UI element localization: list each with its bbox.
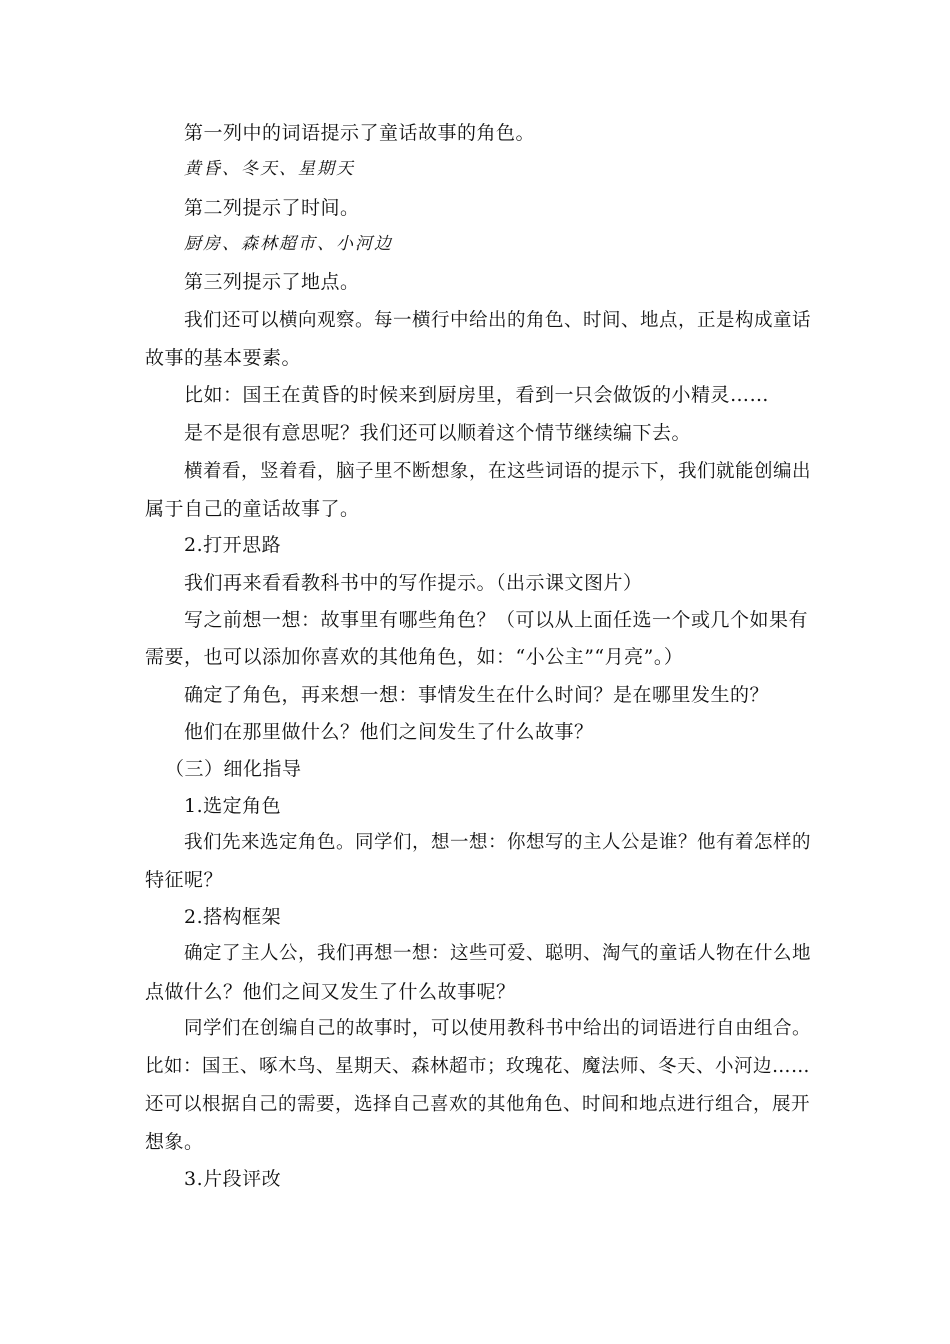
section-heading: （三）细化指导 xyxy=(165,758,302,780)
paragraph-line: 我们再来看看教科书中的写作提示。（出示课文图片） xyxy=(184,572,643,594)
section-heading: 1.选定角色 xyxy=(184,795,282,817)
section-heading: 3.片段评改 xyxy=(184,1168,282,1190)
paragraph-line: 同学们在创编自己的故事时，可以使用教科书中给出的词语进行自由组合。 xyxy=(184,1018,812,1039)
paragraph-line: 特征呢？ xyxy=(145,869,224,891)
paragraph-line: 横着看，竖着看，脑子里不断想象，在这些词语的提示下，我们就能创编出 xyxy=(184,461,812,482)
paragraph-line: 需要，也可以添加你喜欢的其他角色，如：“小公主”“月亮”。） xyxy=(145,646,684,668)
paragraph-line: 比如：国王在黄昏的时候来到厨房里，看到一只会做饭的小精灵…… xyxy=(184,384,770,406)
paragraph-line: 是不是很有意思呢？我们还可以顺着这个情节继续编下去。 xyxy=(184,422,692,444)
paragraph-line: 第二列提示了时间。 xyxy=(184,197,360,219)
paragraph-line: 第一列中的词语提示了童话故事的角色。 xyxy=(184,122,536,144)
section-heading: 2.搭构框架 xyxy=(184,906,282,928)
paragraph-line: 故事的基本要素。 xyxy=(145,347,302,369)
paragraph-line: 确定了主人公，我们再想一想：这些可爱、聪明、淘气的童话人物在什么地 xyxy=(184,943,812,964)
paragraph-line: 还可以根据自己的需要，选择自己喜欢的其他角色、时间和地点进行组合，展开 xyxy=(145,1094,811,1115)
paragraph-line: 想象。 xyxy=(145,1131,204,1153)
paragraph-line: 黄昏、冬天、星期天 xyxy=(184,159,355,179)
paragraph-line: 确定了角色，再来想一想：事情发生在什么时间？是在哪里发生的？ xyxy=(184,684,770,706)
paragraph-line: 他们在那里做什么？他们之间发生了什么故事？ xyxy=(184,721,594,743)
paragraph-line: 属于自己的童话故事了。 xyxy=(145,498,360,520)
section-heading: 2.打开思路 xyxy=(184,534,282,556)
paragraph-line: 点做什么？他们之间又发生了什么故事呢？ xyxy=(145,981,516,1003)
paragraph-line: 厨房、森林超市、小河边 xyxy=(184,234,393,254)
paragraph-line: 第三列提示了地点。 xyxy=(184,271,360,293)
paragraph-line: 我们还可以横向观察。每一横行中给出的角色、时间、地点，正是构成童话 xyxy=(184,310,812,331)
paragraph-line: 写之前想一想：故事里有哪些角色？（可以从上面任选一个或几个如果有 xyxy=(184,609,809,631)
paragraph-line: 我们先来选定角色。同学们，想一想：你想写的主人公是谁？他有着怎样的 xyxy=(184,832,812,853)
paragraph-line: 比如：国王、啄木鸟、星期天、森林超市；玫瑰花、魔法师、冬天、小河边…… xyxy=(145,1056,811,1077)
